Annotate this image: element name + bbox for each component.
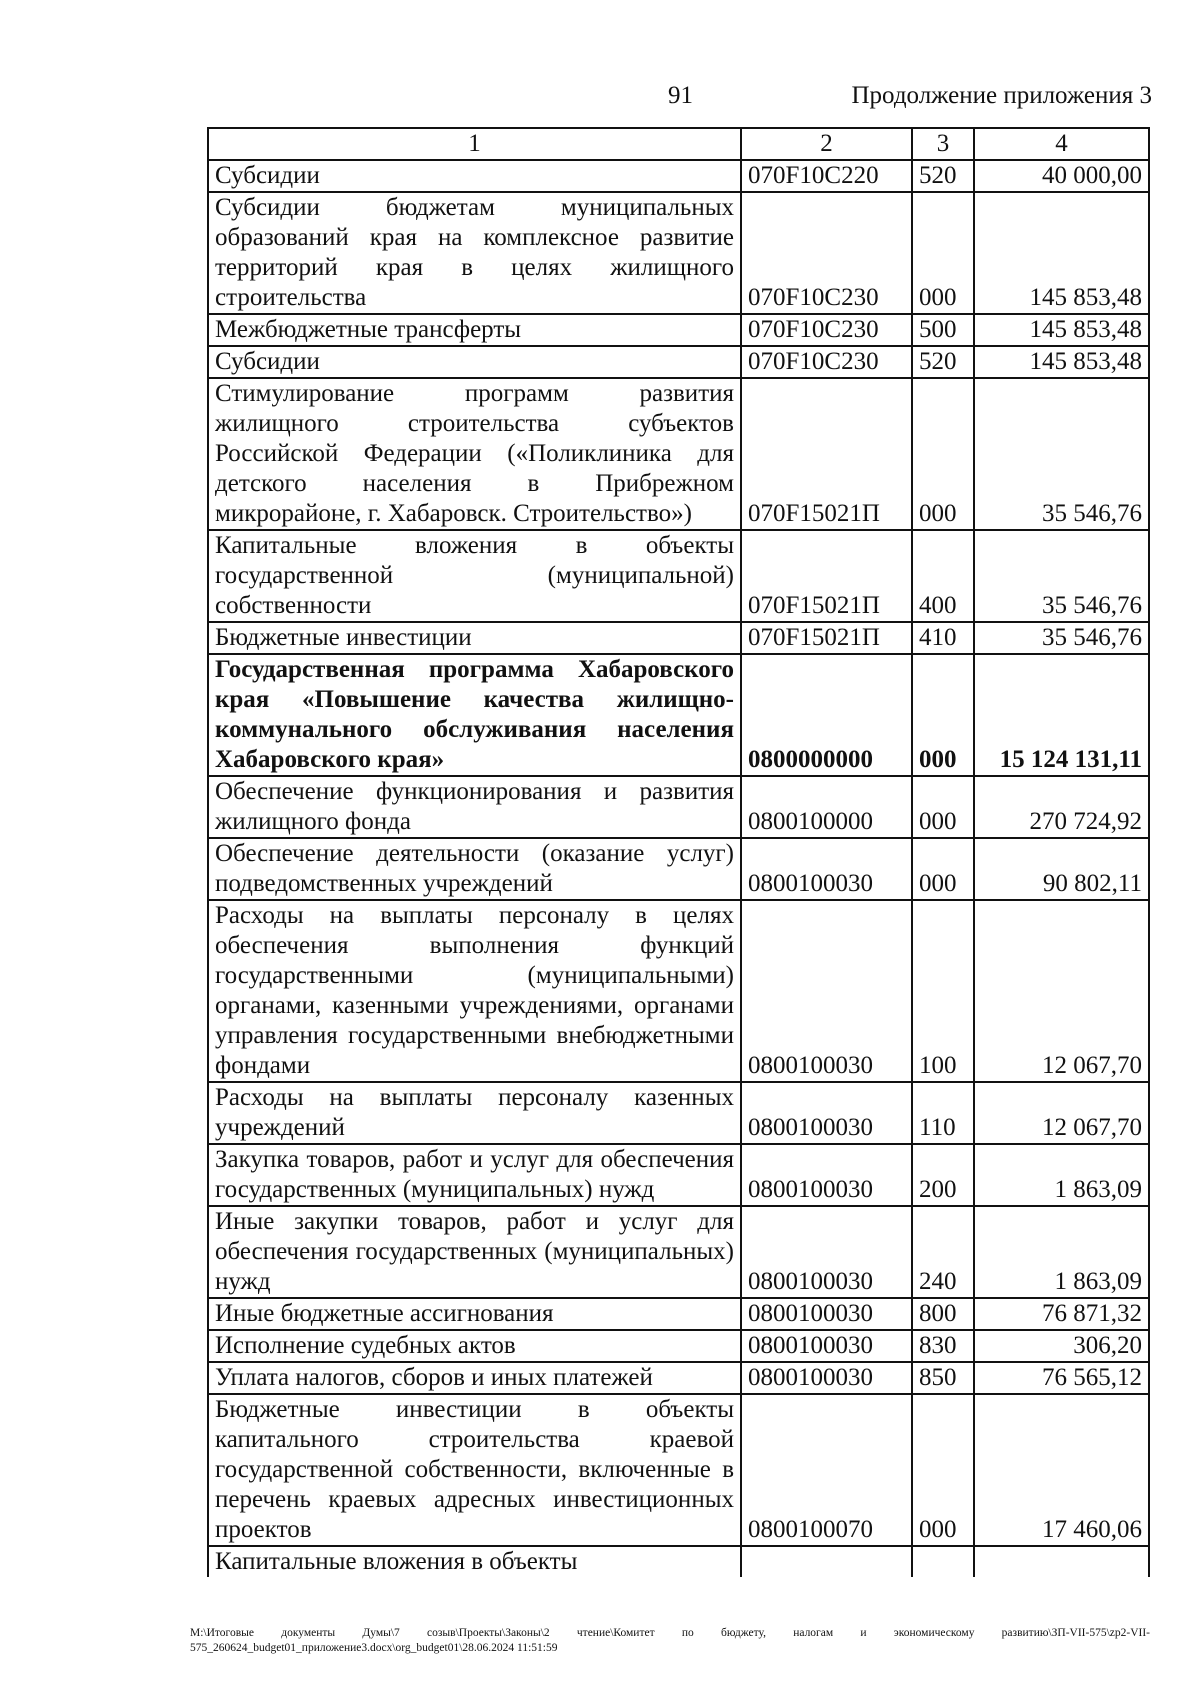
table-row [208,346,1149,378]
column-header-1: 1 [208,128,741,160]
row-vr-cell: 520 [912,160,974,192]
row-code-cell: 0800100030 [741,1298,912,1330]
row-vr-cell: 000 [912,654,974,776]
column-header-2: 2 [741,128,912,160]
row-code-cell: 0800100030 [741,1206,912,1298]
row-vr-cell: 850 [912,1362,974,1394]
column-header-4: 4 [974,128,1149,160]
row-name-cell: Обеспечение функционирования и развития жилищного фонда [208,776,741,838]
row-code-cell: 070F15021П [741,530,912,622]
table-row [208,160,1149,192]
continuation-label: Продолжение приложения 3 [851,82,1152,109]
row-name-cell: Субсидии [208,346,741,378]
row-amount-cell: 1 863,09 [974,1206,1149,1298]
row-code-cell [741,1546,912,1577]
table-row [208,1082,1149,1144]
row-vr-cell: 100 [912,900,974,1082]
row-amount-cell: 35 546,76 [974,622,1149,654]
row-vr-cell: 500 [912,314,974,346]
row-amount-cell: 12 067,70 [974,900,1149,1082]
table-row [208,314,1149,346]
row-code-cell: 070F15021П [741,378,912,530]
table-row [208,622,1149,654]
column-header-3: 3 [912,128,974,160]
row-amount-cell: 15 124 131,11 [974,654,1149,776]
row-amount-cell: 76 871,32 [974,1298,1149,1330]
row-vr-cell: 000 [912,776,974,838]
table-row [208,192,1149,314]
document-path-footer: M:\Итоговые документы Думы\7 созыв\Проекты\Законы\2 чтение\Комитет по бюджету, налогам и экономическому развитию\ЗП-VII-575\zp2-VII-575_260624_budget01_приложение3.docx\org_budget01\28.06.2024 11:51:59 [190,1627,1150,1654]
row-vr-cell: 110 [912,1082,974,1144]
row-amount-cell: 35 546,76 [974,530,1149,622]
row-name-cell: Закупка товаров, работ и услуг для обеспечения государственных (муниципальных) нужд [208,1144,741,1206]
row-name-cell: Обеспечение деятельности (оказание услуг) подведомственных учреждений [208,838,741,900]
row-amount-cell: 90 802,11 [974,838,1149,900]
row-amount-cell: 270 724,92 [974,776,1149,838]
table-row [208,530,1149,622]
row-code-cell: 0800100030 [741,1330,912,1362]
row-code-cell: 0800000000 [741,654,912,776]
row-vr-cell [912,1546,974,1577]
table-row [208,1298,1149,1330]
row-amount-cell: 1 863,09 [974,1144,1149,1206]
table-row [208,1394,1149,1546]
row-code-cell: 0800100000 [741,776,912,838]
row-name-cell: Уплата налогов, сборов и иных платежей [208,1362,741,1394]
row-vr-cell: 200 [912,1144,974,1206]
column-header-row [208,128,1149,160]
table-row [208,378,1149,530]
row-vr-cell: 000 [912,378,974,530]
row-code-cell: 070F10C230 [741,314,912,346]
table-row [208,900,1149,1082]
budget-table [207,127,1150,1577]
row-code-cell: 0800100030 [741,900,912,1082]
table-row [208,1206,1149,1298]
row-name-cell: Расходы на выплаты персоналу казенных учреждений [208,1082,741,1144]
row-amount-cell: 145 853,48 [974,192,1149,314]
table-row [208,776,1149,838]
row-code-cell: 0800100030 [741,1144,912,1206]
row-name-cell: Межбюджетные трансферты [208,314,741,346]
row-code-cell: 070F10C230 [741,192,912,314]
row-amount-cell: 12 067,70 [974,1082,1149,1144]
table-row [208,1144,1149,1206]
row-name-cell: Исполнение судебных актов [208,1330,741,1362]
row-amount-cell: 145 853,48 [974,314,1149,346]
row-vr-cell: 240 [912,1206,974,1298]
row-vr-cell: 000 [912,838,974,900]
page-number: 91 [668,82,693,109]
table-row [208,1362,1149,1394]
row-code-cell: 0800100030 [741,1082,912,1144]
row-name-cell: Бюджетные инвестиции [208,622,741,654]
row-amount-cell: 306,20 [974,1330,1149,1362]
row-vr-cell: 000 [912,1394,974,1546]
row-name-cell: Капитальные вложения в объекты государственной (муниципальной) собственности [208,530,741,622]
row-amount-cell [974,1546,1149,1577]
row-name-cell: Субсидии бюджетам муниципальных образований края на комплексное развитие территорий края в целях жилищного строительства [208,192,741,314]
row-name-cell: Капитальные вложения в объекты [208,1546,741,1577]
row-vr-cell: 000 [912,192,974,314]
table-row [208,654,1149,776]
row-amount-cell: 40 000,00 [974,160,1149,192]
row-vr-cell: 400 [912,530,974,622]
table-row [208,1546,1149,1577]
row-amount-cell: 35 546,76 [974,378,1149,530]
row-name-cell: Иные бюджетные ассигнования [208,1298,741,1330]
row-amount-cell: 76 565,12 [974,1362,1149,1394]
row-name-cell: Расходы на выплаты персоналу в целях обеспечения выполнения функций государственными (муниципальными) органами, казенными учреждениями, органами управления государственными внебюджетными фондами [208,900,741,1082]
row-code-cell: 0800100030 [741,1362,912,1394]
row-name-cell: Иные закупки товаров, работ и услуг для обеспечения государственных (муниципальных) нужд [208,1206,741,1298]
row-vr-cell: 520 [912,346,974,378]
row-code-cell: 070F10C230 [741,346,912,378]
row-name-cell: Стимулирование программ развития жилищного строительства субъектов Российской Федерации («Поликлиника для детского населения в Прибрежном микрорайоне, г. Хабаровск. Строительство») [208,378,741,530]
row-vr-cell: 410 [912,622,974,654]
row-code-cell: 0800100030 [741,838,912,900]
row-code-cell: 0800100070 [741,1394,912,1546]
table-row [208,838,1149,900]
row-amount-cell: 17 460,06 [974,1394,1149,1546]
row-name-cell: Субсидии [208,160,741,192]
row-code-cell: 070F10C220 [741,160,912,192]
row-amount-cell: 145 853,48 [974,346,1149,378]
table-row [208,1330,1149,1362]
row-name-cell: Государственная программа Хабаровского края «Повышение качества жилищно-коммунального обслуживания населения Хабаровского края» [208,654,741,776]
row-code-cell: 070F15021П [741,622,912,654]
row-vr-cell: 800 [912,1298,974,1330]
row-vr-cell: 830 [912,1330,974,1362]
row-name-cell: Бюджетные инвестиции в объекты капитального строительства краевой государственной собственности, включенные в перечень краевых адресных инвестиционных проектов [208,1394,741,1546]
